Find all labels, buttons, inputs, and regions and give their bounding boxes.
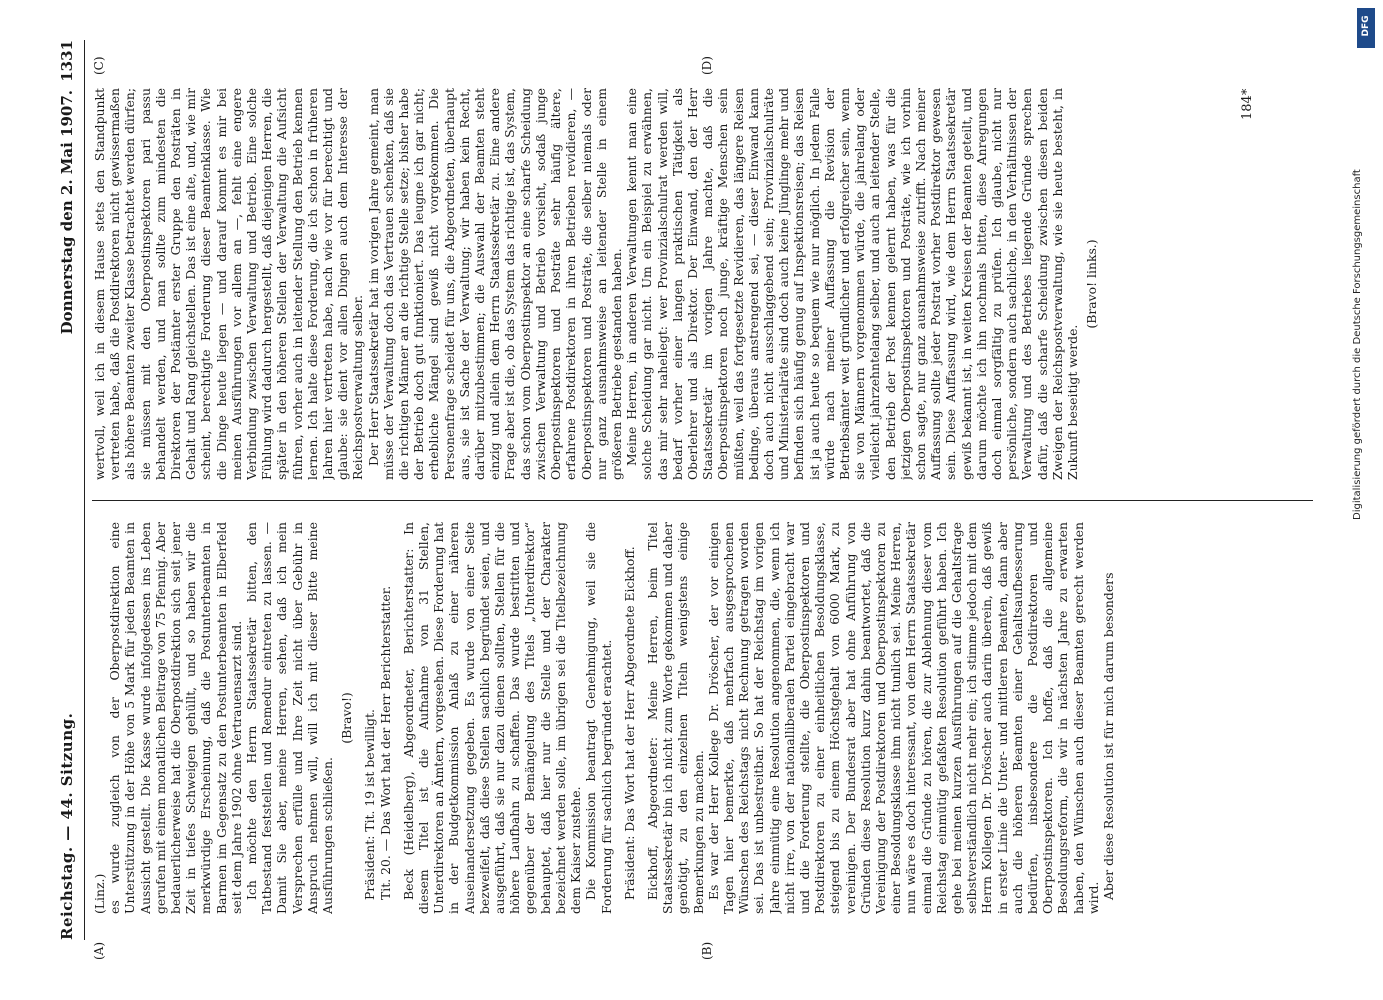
margin-letter-b: (B) (700, 941, 714, 960)
header-right: Donnerstag den 2. Mai 1907. (58, 90, 76, 335)
paragraph: Der Herr Staatssekretär hat im vorigen Jahre gemeint, man müsse der Verwaltung doch das Vertrauen schenken, daß sie die richtigen Männer an die richtige Stelle setze; bisher habe der Betrieb doch gut funktioniert. Das leugne ich gar nicht; erhebliche Mängel sind gewiß nicht vorgekommen. Die Personenfrage scheidet für uns, die Abgeordneten, überhaupt aus, sie ist Sache der Verwaltung; wir haben kein Recht, darüber mitzubestimmen; die Auswahl der Beamten steht einzig und allein dem Herrn Staatssekretär zu. Eine andere Frage aber ist die, ob das System das richtige ist, das System, das schon vom Oberpostinspektor an eine scharfe Scheidung zwischen Verwaltung und Betrieb vorsieht, sodaß junge Oberpostinspektoren und Posträte sehr häufig ältere, erfahrene Postdirektoren in ihren Betrieben revidieren, — Oberpostinspektoren und Posträte, die selber niemals oder nur ganz ausnahmsweise an leitender Stelle in einem größeren Betriebe gestanden haben. (365, 88, 624, 480)
paragraph: Die Kommission beantragt Genehmigung, weil sie die Forderung für sachlich begründet erachtet. (583, 522, 614, 914)
paragraph: Präsident: Tit. 19 ist bewilligt. (362, 709, 378, 900)
text-column-right (92, 88, 1323, 480)
paragraph: es wurde zugleich von der Oberpostdirektion eine Unterstützung in der Höhe von 5 Mark für jeden Beamten in Aussicht gestellt. Die Kasse wurde infolgedessen ins Leben gerufen mit einem monatlichen Beitrage von 75 Pfennig. Aber bedauerlicherweise hat die Oberpostdirektion sich seit jener Zeit in tiefes Schweigen gehüllt, und so haben wir die merkwürdige Erscheinung, daß die Postunterbeamten in Barmen im Gegensatz zu den Postunterbeamten in Elberfeld seit dem Jahre 1902 ohne Vertrauensarzt sind. (107, 522, 244, 914)
applause-note: (Bravo! links.) (1084, 239, 1100, 329)
paragraph: Beck (Heidelberg), Abgeordneter, Berichterstatter: In diesem Titel ist die Aufnahme von 31 Stellen, Unterdirektoren an Ämtern, vorgesehen. Diese Forderung hat in der Budgetkommission Anlaß zu einer näheren Auseinandersetzung gegeben. Es wurde von einer Seite bezweifelt, daß diese Stellen sachlich begründet seien, und ausgeführt, daß sie nur dazu dienen sollten, Stellen für die höhere Laufbahn zu schaffen. Das wurde bestritten und gegenüber der Bemängelung des Titels „Unterdirektor“ behauptet, daß hier nur die Stelle und der Charakter bezeichnet werden solle, im übrigen sei die Titelbezeichnung dem Kaiser zustehe. (400, 522, 584, 914)
paragraph: Präsident: Das Wort hat der Herr Abgeordnete Eickhoff. (621, 546, 637, 900)
header-left: Reichstag. — 44. Sitzung. (58, 712, 76, 940)
paragraph: Eickhoff, Abgeordneter: Meine Herren, beim Titel Staatssekretär bin ich nicht zum Worte gekommen und daher genötigt, zu den einzelnen Titeln wenigstens einige Bemerkungen zu machen. (644, 522, 706, 914)
paragraph: wertvoll, weil ich in diesem Hause stets den Standpunkt vertreten habe, daß die Postdirektoren nicht gewissermaßen als höhere Beamten zweiter Klasse betrachtet werden dürfen; sie müssen mit den Oberpostinspektoren pari passu behandelt werden, und man sollte zum mindesten die Direktoren der Postämter erster Gruppe den Posträten in Gehalt und Rang gleichstellen. Das ist eine alte, und, wie mir scheint, berechtigte Forderung dieser Beamtenklasse. Wie die Dinge heute liegen — und darauf kommt es mir bei meinen Ausführungen vor allem an —, fehlt eine engere Verbindung zwischen Verwaltung und Betrieb. Eine solche Fühlung wird dadurch hergestellt, daß diejenigen Herren, die später in den höheren Stellen der Verwaltung die Aufsicht führen, vorher auch in leitender Stellung den Betrieb kennen lernen. Ich halte diese Forderung, die ich schon in früheren Jahren hier vertreten habe, nach wie vor für berechtigt und glaube: sie dient vor allen Dingen auch dem Interesse der Reichspostverwaltung selber. (92, 88, 366, 480)
paragraph: Tit. 20. — Das Wort hat der Herr Berichterstatter. (377, 585, 393, 900)
margin-letter-d: (D) (700, 56, 714, 75)
funding-credit: Digitalisierung gefördert durch die Deutsche Forschungsgemeinschaft (1352, 169, 1363, 520)
applause-note: (Bravo!) (339, 692, 355, 744)
header-rule (84, 40, 85, 940)
signature-mark: 184* (1240, 88, 1255, 120)
dfg-logo: DFG (1357, 8, 1375, 48)
speaker-ref: (Linz.) (92, 873, 107, 914)
margin-letter-a: (A) (92, 941, 106, 960)
page-number: 1331 (58, 40, 76, 82)
paragraph: Meine Herren, in anderen Verwaltungen kennt man eine solche Scheidung gar nicht. Um ein Beispiel zu erwähnen, das mir sehr naheliegt: wer Provinzialschulrat werden will, bedarf vorher einer langen praktischen Tätigkeit als Oberlehrer und als Direktor. Der Einwand, den der Herr Staatssekretär im vorigen Jahre machte, daß die Oberpostinspektoren noch junge, kräftige Menschen sein müßten, weil das fortgesetzte Revidieren, das längere Reisen bedinge, überaus anstrengend sei, — dieser Einwand kann doch auch nicht ausschlaggebend sein; Provinzialschulräte und Ministerialräte sind doch auch keine Jünglinge mehr und befinden sich häufig genug auf Inspektionsreisen; das Reisen ist ja auch heute so bequem wie nur möglich. In jedem Falle würde nach meiner Auffassung die Revision der Betriebsämter weit gründlicher und erfolgreicher sein, wenn sie von Männern vorgenommen würde, die jahrelang oder vielleicht jahrzehntelang selber, und auch an leitender Stelle, den Betrieb der Post kennen gelernt haben, was für die jetzigen Oberpostinspektoren und Posträte, wie ich vorhin schon sagte, nur ganz ausnahmsweise zutrifft. Nach meiner Auffassung sollte jeder Postrat vorher Postdirektor gewesen sein. Diese Auffassung wird, wie dem Herrn Staatssekretär gewiß bekannt ist, in weiten Kreisen der Beamten geteilt, und darum möchte ich ihn nochmals bitten, diese Anregungen doch einmal sorgfältig zu prüfen. Ich glaube, nicht nur persönliche, sondern auch sachliche, in den Verhältnissen der Verwaltung und des Betriebes liegende Gründe sprechen dafür, daß die scharfe Scheidung zwischen diesen beiden Zweigen der Reichspostverwaltung, wie sie heute besteht, in Zukunft beseitigt werde. (624, 88, 1080, 480)
paragraph: Es war der Herr Kollege Dr. Dröscher, der vor einigen Tagen hier bemerkte, daß mehrfach ausgesprochenen Wünschen des Reichstags nicht Rechnung getragen worden sei. Das ist unbestreitbar. So hat der Reichstag im vorigen Jahre einmütig eine Resolution angenommen, die, wenn ich nicht irre, von der nationalliberalen Partei eingebracht war und die Forderung stellte, die Oberpostinspektoren und Postdirektoren zu einer einheitlichen Besoldungsklasse, steigend bis zu einem Höchstgehalt von 6000 Mark, zu vereinigen. Der Bundesrat aber hat ohne Anführung von Gründen diese Resolution kurz dahin beantwortet, daß die Vereinigung der Postdirektoren und Oberpostinspektoren zu einer Besoldungsklasse ihm nicht tunlich sei. Meine Herren, nun wäre es doch interessant, von dem Herrn Staatssekretär einmal die Gründe zu hören, die zur Ablehnung dieser vom Reichstag einmütig gefaßten Resolution geführt haben. Ich gehe bei meinen kurzen Ausführungen auf die Gehaltsfrage selbstverständlich nicht mehr ein; ich stimme jedoch mit dem Herrn Kollegen Dr. Dröscher auch darin überein, daß gewiß in erster Linie die Unter- und mittleren Beamten, dann aber auch die höheren Beamten einer Gehaltsaufbesserung bedürfen, insbesondere die Postdirektoren und Oberpostinspektoren. Ich hoffe, daß die allgemeine Besoldungsreform, die wir in nächsten Jahre zu erwarten haben, den Wünschen auch dieser Beamten gerecht werden wird. (705, 522, 1101, 914)
paragraph: Ich möchte den Herrn Staatssekretär bitten, den Tatbestand feststellen und Remedur eintreten zu lassen. — Damit Sie aber, meine Herren, sehen, daß ich mein Versprechen erfülle und Ihre Zeit nicht über Gebühr in Anspruch nehmen will, will ich mit dieser Bitte meine Ausführungen schließen. (244, 522, 336, 914)
column-divider (92, 500, 1313, 501)
margin-letter-c: (C) (92, 56, 106, 75)
paragraph: Aber diese Resolution ist für mich darum besonders (1101, 572, 1116, 900)
running-header (58, 40, 84, 940)
text-column-left (92, 522, 1323, 914)
